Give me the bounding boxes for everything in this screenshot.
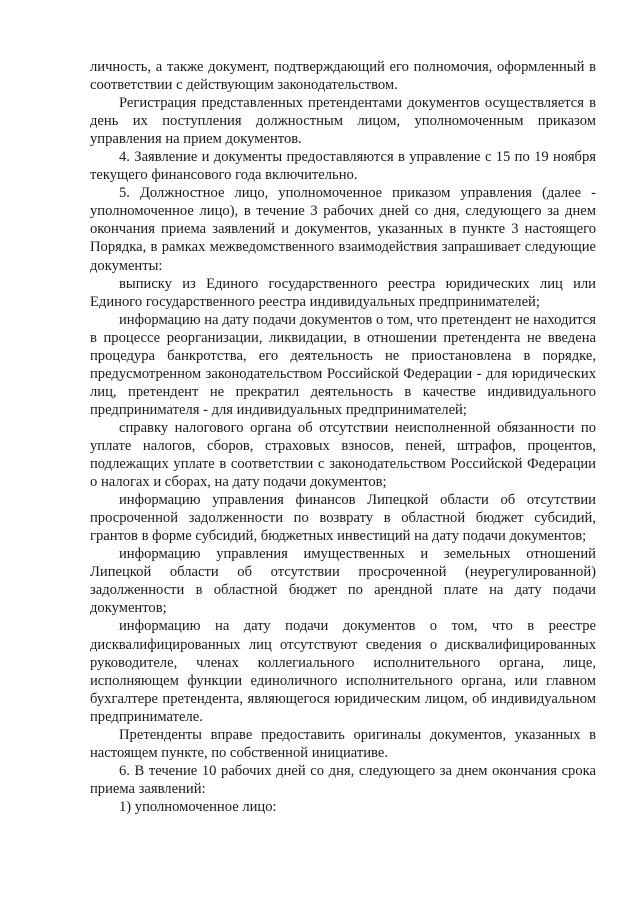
paragraph-subitem-1: 1) уполномоченное лицо:: [119, 798, 277, 815]
paragraph-registration: Регистрация представленных претендентами документов осуществляется в день их поступления должностным лицом, уполномоченным приказом управления на прием документов.: [90, 95, 596, 148]
list-item-disqualified-registry: информацию на дату подачи документов о том, что в реестре дисквалифицированных лиц отсутствуют сведения о дисквалифицированных руководителе, членах коллегиального исполнительного органа, лице, исполняющем функции единоличного исполнительного органа, или главном бухгалтере претендента, являющегося юридическим лицом, об индивидуальном предпринимателе.: [90, 618, 596, 725]
document-page: [90, 58, 596, 816]
list-item-reorganization-info: информацию на дату подачи документов о том, что претендент не находится в процессе реорганизации, ликвидации, в отношении претендента не введена процедура банкротства, его деятельность не приостановлена в порядке, предусмотренном законодательством Российской Федерации - для юридических лиц, претендент не прекратил деятельность в качестве индивидуального предпринимателя - для индивидуальных предпринимателей;: [90, 311, 596, 418]
paragraph-item-5: 5. Должностное лицо, уполномоченное приказом управления (далее - уполномоченное лицо), в течение 3 рабочих дней со дня, следующего за днем окончания приема заявлений и документов, указанных в пункте 3 настоящего Порядка, в рамках межведомственного взаимодействия запрашивает следующие документы:: [90, 185, 596, 274]
list-item-property-info: информацию управления имущественных и земельных отношений Липецкой области об отсутствии просроченной (неурегулированной) задолженности в областной бюджет по арендной плате на дату подачи документов;: [90, 546, 596, 617]
list-item-egrul-extract: выписку из Единого государственного реестра юридических лиц или Единого государственного реестра индивидуальных предпринимателей;: [90, 275, 596, 310]
paragraph-item-6: 6. В течение 10 рабочих дней со дня, следующего за днем окончания срока приема заявлений:: [90, 762, 596, 797]
paragraph-originals-right: Претенденты вправе предоставить оригиналы документов, указанных в настоящем пункте, по собственной инициативе.: [90, 726, 596, 761]
paragraph-item-4: 4. Заявление и документы предоставляются в управление с 15 по 19 ноября текущего финансового года включительно.: [90, 149, 596, 184]
list-item-finance-info: информацию управления финансов Липецкой области об отсутствии просроченной задолженности по возврату в областной бюджет субсидий, грантов в форме субсидий, бюджетных инвестиций на дату подачи документов;: [90, 492, 596, 545]
paragraph-continuation: личность, а также документ, подтверждающий его полномочия, оформленный в соответствии с действующим законодательством.: [90, 59, 596, 94]
list-item-tax-certificate: справку налогового органа об отсутствии неисполненной обязанности по уплате налогов, сборов, страховых взносов, пеней, штрафов, процентов, подлежащих уплате в соответствии с законодательством Российской Федерации о налогах и сборах, на дату подачи документов;: [90, 419, 596, 491]
